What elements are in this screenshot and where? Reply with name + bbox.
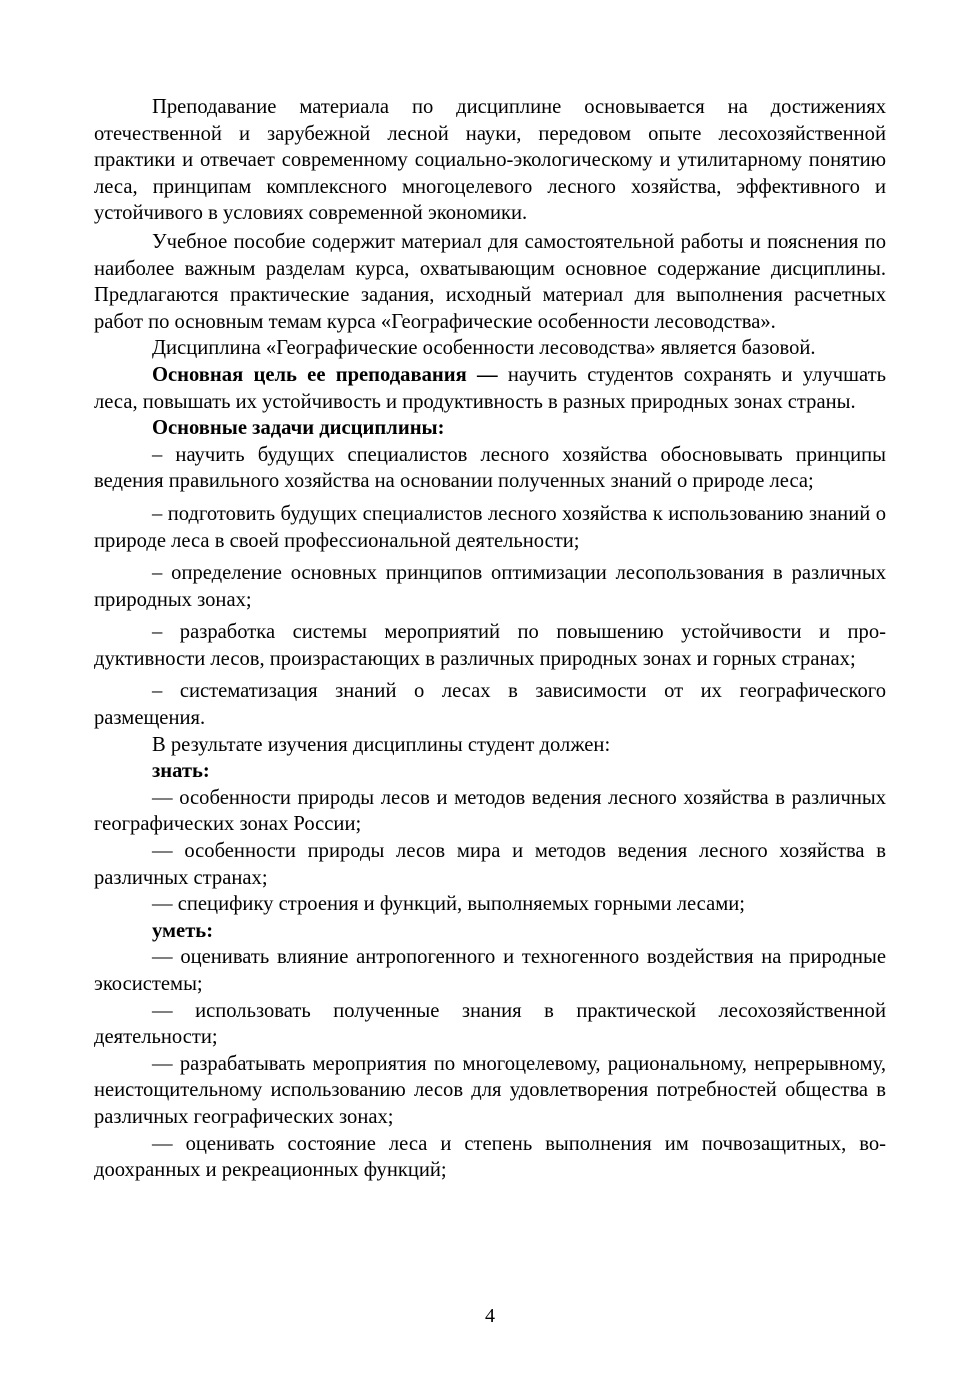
result-intro: В результате изучения дисциплины студент должен: [152, 733, 611, 756]
page-number: 4 [485, 1305, 495, 1327]
know-item: — специфику строения и функций, выполняемых горными лесами; [152, 893, 745, 916]
goal-text: научить студентов сохранять и улучшать леса, повышать их устойчивость и продуктивность в разных природных зонах страны. [94, 363, 886, 413]
able-item: — оценивать состояние леса и степень выполнения им почвозащитных, водоохранных и рекреационных функций; [94, 1132, 886, 1182]
textbook-paragraph: Учебное пособие содержит материал для самостоятельной работы и пояснения по наиболее важным разделам курса, охватывающим основное содержание дисциплины. Предлагаются практические задания, исходный материал для выполнения расчетных работ по основным темам курса «Географические особенности лесоводства». [94, 230, 886, 333]
document-page [94, 94, 886, 1184]
able-item: — разрабатывать мероприятия по многоцелевому, рациональному, непрерывному, неистощительному использованию лесов для удовлетворения потребностей общества в различных географических зонах; [94, 1052, 886, 1128]
goal-paragraph [94, 362, 886, 415]
intro-paragraph: Преподавание материала по дисциплине основывается на достижениях отечественной и зарубежной лесной науки, передовом опыте лесохозяйственной практики и отвечает современному социально-экологическому и утилитарному понятию леса, принципам комплексного многоцелевого лесного хозяйства, эффективного и устойчивого в условиях современной экономики. [94, 96, 886, 225]
discipline-paragraph: Дисциплина «Географические особенности лесоводства» является базовой. [152, 337, 816, 360]
know-label: знать: [152, 760, 210, 783]
able-item: — использовать полученные знания в практической лесохозяйственной деятельности; [94, 999, 886, 1049]
task-item: – научить будущих специалистов лесного хозяйства обосновывать принципы ведения правильного хозяйства на основании полученных знаний о природе леса; [94, 443, 886, 493]
able-label: уметь: [152, 919, 214, 942]
task-item: – разработка системы мероприятий по повышению устойчивости и продуктивности лесов, произрастающих в различных природных зонах и горных странах; [94, 621, 886, 670]
know-item: — особенности природы лесов мира и методов ведения лесного хозяйства в различных странах; [94, 840, 886, 889]
task-item: – подготовить будущих специалистов лесного хозяйства к использованию знаний о природе леса в своей профессиональной деятельности; [94, 502, 886, 552]
task-item: – систематизация знаний о лесах в зависимости от их географического размещения. [94, 680, 886, 730]
task-item: – определение основных принципов оптимизации лесопользования в различных природных зонах; [94, 562, 886, 611]
know-item: — особенности природы лесов и методов ведения лесного хозяйства в различных географических зонах России; [94, 786, 886, 836]
tasks-heading: Основные задачи дисциплины: [152, 417, 445, 440]
goal-label: Основная цель ее преподавания — [152, 363, 498, 386]
able-item: — оценивать влияние антропогенного и техногенного воздействия на природные экосистемы; [94, 946, 886, 995]
